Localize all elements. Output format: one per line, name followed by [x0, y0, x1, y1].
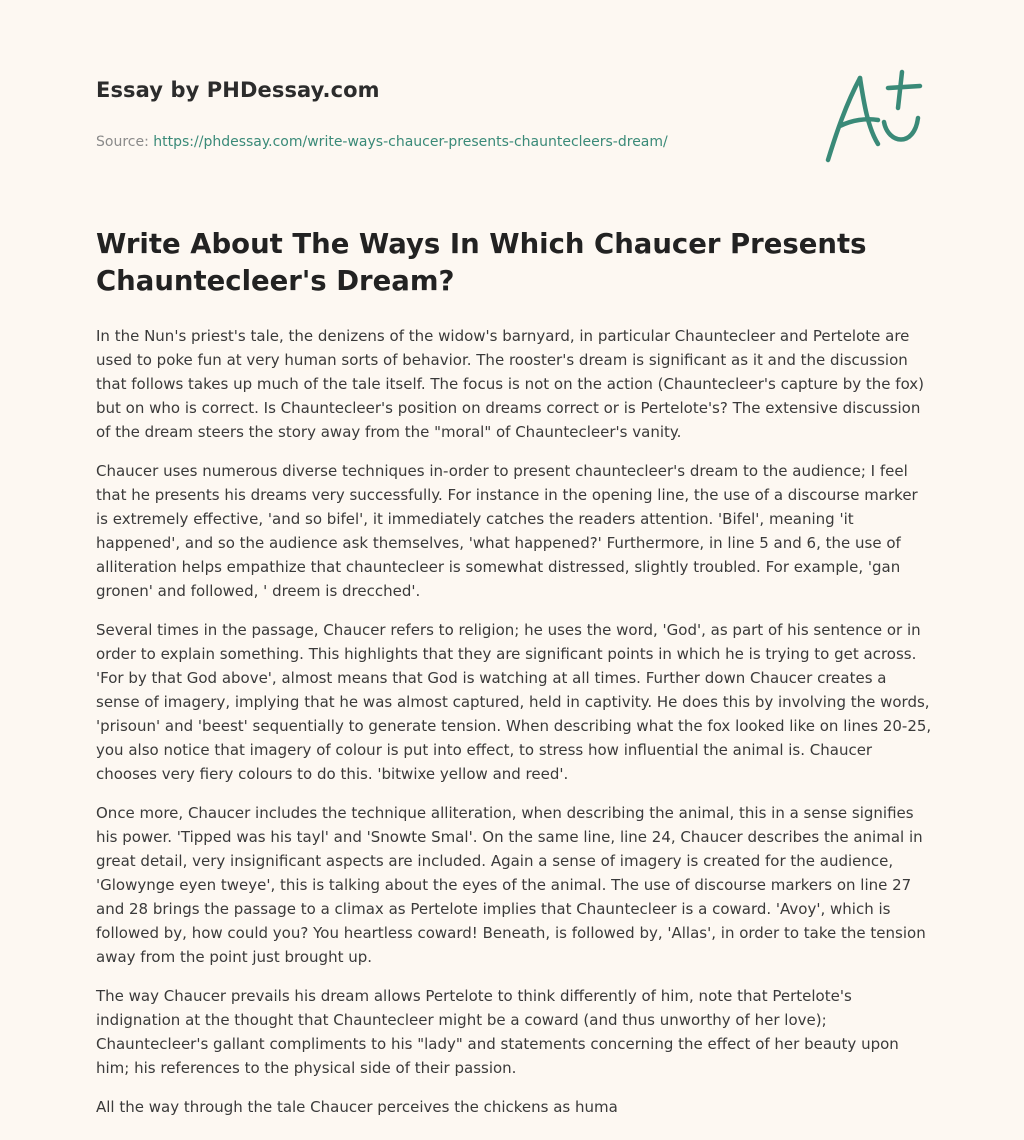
essay-title: Write About The Ways In Which Chaucer Presents Chauntecleer's Dream?	[96, 228, 867, 297]
site-brand: Essay by PHDessay.com	[96, 78, 380, 102]
essay-header	[96, 76, 816, 152]
essay-paragraph: Once more, Chaucer includes the technique alliteration, when describing the animal, this in a sense signifies his power. 'Tipped was his tayl' and 'Snowte Smal'. On the same line, line 24, Chaucer describes the animal in great detail, very insignificant aspects are included. Again a sense of imagery is created for the audience, 'Glowynge eyen tweye', this is talking about the eyes of the animal. The use of discourse markers on line 27 and 28 brings the passage to a climax as Pertelote implies that Chauntecleer is a coward. 'Avoy', which is followed by, how could you? You heartless coward! Beneath, is followed by, 'Allas', in order to take the tension away from the point just brought up.	[96, 804, 926, 966]
source-line	[96, 132, 816, 152]
source-label: Source:	[96, 134, 154, 150]
essay-paragraph: Chaucer uses numerous diverse techniques in-order to present chauntecleer's dream to the audience; I feel that he presents his dreams very successfully. For instance in the opening line, the use of a discourse marker is extremely effective, 'and so bifel', it immediately catches the readers attention. 'Bifel', meaning 'it happened', and so the audience ask themselves, 'what happened?' Furthermore, in line 5 and 6, the use of alliteration helps empathize that chauntecleer is somewhat distressed, slightly troubled. For example, 'gan gronen' and followed, ' dreem is drecched'.	[96, 462, 918, 600]
essay-paragraph: The way Chaucer prevails his dream allows Pertelote to think differently of him, note that Pertelote's indignation at the thought that Chauntecleer might be a coward (and thus unworthy of her love); Chauntecleer's gallant compliments to his "lady" and statements concerning the effect of her beauty upon him; his references to the physical side of their passion.	[96, 987, 899, 1077]
source-link[interactable]: https://phdessay.com/write-ways-chaucer-presents-chauntecleers-dream/	[153, 134, 668, 150]
essay-paragraph: All the way through the tale Chaucer perceives the chickens as huma	[96, 1098, 618, 1116]
essay-body	[96, 324, 932, 1134]
essay-paragraph: Several times in the passage, Chaucer refers to religion; he uses the word, 'God', as part of his sentence or in order to explain something. This highlights that they are significant points in which he is trying to get across. 'For by that God above', almost means that God is watching at all times. Further down Chaucer creates a sense of imagery, implying that he was almost captured, held in captivity. He does this by involving the words, 'prisoun' and 'beest' sequentially to generate tension. When describing what the fox looked like on lines 20-25, you also notice that imagery of colour is put into effect, to stress how influential the animal is. Chaucer chooses very fiery colours to do this. 'bitwixe yellow and reed'.	[96, 621, 932, 783]
a-plus-logo-icon	[818, 64, 930, 168]
essay-paragraph: In the Nun's priest's tale, the denizens of the widow's barnyard, in particular Chauntecleer and Pertelote are used to poke fun at very human sorts of behavior. The rooster's dream is significant as it and the discussion that follows takes up much of the tale itself. The focus is not on the action (Chauntecleer's capture by the fox) but on who is correct. Is Chauntecleer's position on dreams correct or is Pertelote's? The extensive discussion of the dream steers the story away from the "moral" of Chauntecleer's vanity.	[96, 327, 925, 441]
